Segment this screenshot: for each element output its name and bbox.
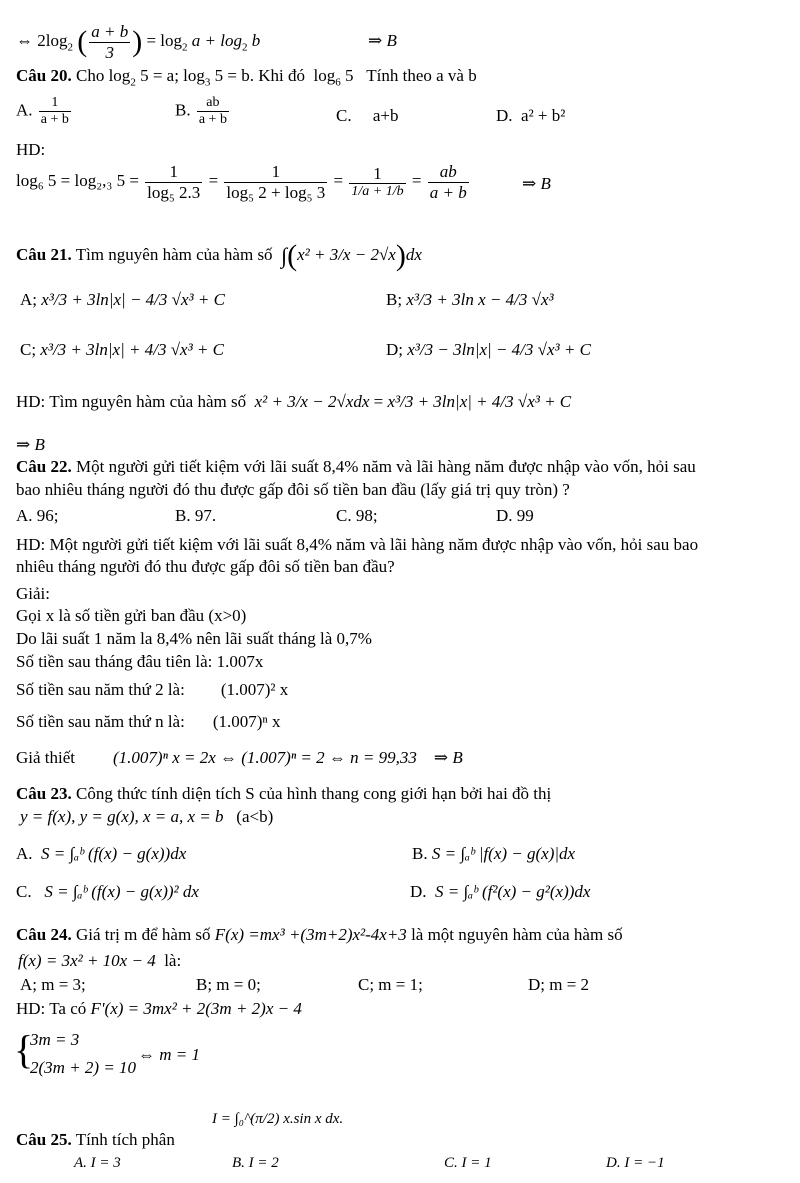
q24-sys-result: ⇔ m = 1 (138, 1045, 200, 1064)
q21-hd-result: x³/3 + 3ln|x| + 4/3 √x³ + C (387, 392, 572, 411)
q22-stem-1 (16, 457, 696, 477)
q23-cond2: (a<b) (236, 807, 274, 826)
top-rhs-base: 2 (182, 41, 188, 54)
q20-sol-f2-num: 1 (224, 162, 327, 183)
q22-stem-2: bao nhiêu tháng người đó thu được gấp đôi số tiền ban đầu (lấy giá trị quy tròn) ? (16, 480, 570, 499)
q23-c-label: C. (16, 882, 32, 901)
q21-hd-text: HD: Tìm nguyên hàm của hàm số (16, 392, 247, 411)
q24-stem (16, 925, 623, 945)
q20-solution (16, 162, 471, 202)
q20-sol-f2-den: log₅ 2 + log₅ 3 (226, 182, 326, 202)
q22-answer: ⇒ B (433, 748, 463, 767)
top-base: 2 (67, 41, 73, 54)
q20-c-val: a+b (372, 106, 399, 125)
q21-a-label: A; (20, 290, 37, 309)
q22-hd-1: HD: Một người gửi tiết kiệm với lãi suất 8,4% năm và lãi hàng năm được nhập vào vốn, hỏi sau bao (16, 535, 699, 554)
q22-s4-text: Số tiền sau năm thứ 2 là: (16, 680, 185, 699)
q23-c-expr: S = ∫ₐᵇ (f(x) − g(x))² dx (44, 882, 199, 901)
top-lhs: ⇔ 2log (16, 30, 68, 50)
q20-sol-f1 (145, 162, 202, 202)
q24-f (18, 951, 181, 971)
q20-sol-f3-b: 1 (385, 184, 393, 200)
q21-answer: ⇒ B (16, 435, 45, 454)
q20-a-den: a + b (40, 112, 69, 128)
q20-b1: 2 (130, 76, 136, 89)
q23-option-b (412, 844, 575, 864)
q21-d-expr: x³/3 − 3ln|x| − 4/3 √x³ + C (407, 340, 591, 359)
q21-option-c (20, 340, 224, 360)
q22-option-c: C. 98; (336, 506, 378, 525)
q22-step-1: Gọi x là số tiền gửi ban đầu (x>0) (16, 606, 247, 625)
q21-hd-dx: dx (353, 392, 370, 411)
q21-dx: dx (405, 244, 422, 264)
q23-a-label: A. (16, 844, 33, 863)
q20-e2: 5 = b (210, 66, 250, 85)
q20-text2: . Khi đó (249, 66, 305, 85)
q24-option-c: C; m = 1; (358, 975, 423, 994)
q23-label: Câu 23. (16, 784, 72, 803)
top-den: 3 (105, 42, 114, 62)
q20-sol-f1-num: 1 (145, 162, 202, 183)
q22-step-2: Do lãi suất 1 năm la 8,4% nên lãi suất tháng là 0,7% (16, 629, 372, 648)
top-num: a + b (91, 22, 129, 41)
q20-answer: ⇒ B (522, 174, 551, 193)
q23-text: Công thức tính diện tích S của hình thang cong giới hạn bởi hai đồ thị (75, 784, 552, 803)
q22-s5-val: (1.007)ⁿ x (212, 712, 281, 731)
q24-option-b: B; m = 0; (196, 975, 261, 994)
q22-text1: Một người gửi tiết kiệm với lãi suất 8,4% năm và lãi hàng năm được nhập vào vốn, hỏi sau (75, 457, 696, 476)
top-answer: ⇒ B (368, 31, 397, 50)
q21-c-label: C; (20, 340, 37, 359)
q22-s6-val: (1.007)ⁿ x = 2x ⇔ (1.007)ⁿ = 2 ⇔ n = 99,33 (113, 748, 417, 767)
q24-hd (16, 999, 302, 1019)
q21-stem: Câu 21. Tìm nguyên hàm của hàm số ∫(x² + 3/x − 2√x)dx (16, 239, 422, 272)
q21-option-b (386, 290, 554, 310)
q20-hd: HD: (16, 140, 46, 159)
top-rhs-end: b (251, 30, 261, 50)
q21-integrand: x² + 3/x − 2√x (297, 244, 396, 264)
q24-f-expr: f(x) = 3x² + 10x − 4 (18, 951, 156, 970)
q20-d-label: D. (496, 106, 513, 125)
q22-step-3 (16, 652, 263, 672)
q20-d-val: a² + b² (521, 106, 566, 125)
q22-giai: Giải: (16, 584, 50, 603)
q25-option-d: D. I = −1 (606, 1155, 665, 1171)
q20-text3: Tính theo a và b (366, 66, 477, 85)
q20-sol-f4-num: ab (428, 162, 469, 183)
q25-integral: I = ∫₀^(π/2) x.sin x dx. (212, 1111, 344, 1127)
q20-option-a (16, 95, 73, 128)
q23-stem (16, 784, 551, 804)
q25-option-a: A. I = 3 (74, 1155, 121, 1171)
q20-a-frac (39, 95, 71, 128)
q25-option-b: B. I = 2 (232, 1155, 279, 1171)
q24-la: là: (164, 951, 182, 970)
q21-c-expr: x³/3 + 3ln|x| + 4/3 √x³ + C (40, 340, 224, 359)
q22-step-5 (16, 712, 281, 732)
q20-option-c (336, 106, 398, 126)
q22-hd-2: nhiêu tháng người đó thu được gấp đôi số tiền ban đầu? (16, 557, 395, 576)
q21-hd-integrand: x² + 3/x − 2√x (254, 392, 354, 411)
q21-label: Câu 21. (16, 244, 72, 264)
q22-step-4 (16, 680, 288, 700)
q24-deriv: F'(x) = 3mx² + 2(3m + 2)x − 4 (90, 999, 302, 1018)
q25-option-c: C. I = 1 (444, 1155, 492, 1171)
q23-option-a (16, 844, 186, 864)
q22-option-d: D. 99 (496, 506, 534, 525)
q21-option-a (20, 290, 225, 310)
q20-option-d (496, 106, 565, 126)
q23-option-d (410, 882, 590, 902)
q23-b-expr: S = ∫ₐᵇ |f(x) − g(x)|dx (431, 844, 576, 863)
q21-b-expr: x³/3 + 3ln x − 4/3 √x³ (406, 290, 554, 309)
top-equation: ⇔ $2\log_2$ ( $\frac{a + b}{3}$ ) = $\log_2 a + \log_2 b$ (16, 22, 261, 62)
q20-sol-f3: $\frac{1}{1/a + 1/b}$ (351, 163, 404, 200)
q24-label: Câu 24. (16, 925, 72, 944)
q25-text: Tính tích phân (75, 1130, 175, 1149)
q21-d-label: D; (386, 340, 403, 359)
q20-sol-f4-den: a + b (429, 182, 467, 202)
q20-sol-f4 (428, 162, 469, 202)
q24-text1: Giá trị m để hàm số (75, 925, 211, 944)
q23-cond (20, 807, 273, 827)
q22-option-a: A. 96; (16, 506, 59, 525)
q20-sol-f2 (224, 162, 327, 202)
q22-s6-text: Giả thiết (16, 748, 76, 767)
q20-expr2: log (313, 66, 336, 85)
q20-label: Câu 20. (16, 66, 72, 85)
q20-expr: log (108, 66, 131, 85)
q24-option-a: A; m = 3; (20, 975, 86, 994)
q24-option-d: D; m = 2 (528, 975, 590, 994)
q23-cond-expr: y = f(x), y = g(x), x = a, x = b (20, 807, 224, 826)
top-fraction (89, 22, 130, 62)
q20-b-den: a + b (198, 112, 227, 128)
q24-hd-text: HD: Ta có (16, 999, 87, 1018)
q21-b-label: B; (386, 290, 403, 309)
q22-s4-val: (1.007)² x (220, 680, 289, 699)
q20-eq2: = (333, 170, 344, 190)
q24-sys-2: 2(3m + 2) = 10 (30, 1058, 137, 1077)
q24-sys-1: 3m = 3 (30, 1030, 80, 1049)
q22-s3-text: Số tiền sau tháng đâu tiên là: (16, 652, 213, 671)
q20-c-label: C. (336, 106, 352, 125)
q20-sol-lhs: log₆ 5 = log₂,₃ 5 = (16, 170, 139, 190)
q22-option-b: B. 97. (175, 506, 217, 525)
q23-a-expr: S = ∫ₐᵇ (f(x) − g(x))dx (41, 844, 187, 863)
q20-b-label: B. (175, 100, 191, 120)
q20-a-label: A. (16, 100, 33, 120)
q23-option-c (16, 882, 199, 902)
q20-b3: 6 (335, 76, 341, 89)
q20-e3: 5 (340, 66, 354, 85)
q24-func: F(x) =mx³ +(3m+2)x²-4x+3 (214, 925, 407, 944)
top-rhs-rest: a + log (191, 30, 242, 50)
q24-system-brace: { (14, 1027, 34, 1072)
q21-a-expr: x³/3 + 3ln|x| − 4/3 √x³ + C (41, 290, 225, 309)
q22-step-6 (16, 748, 463, 768)
q20-a-num: 1 (39, 95, 71, 112)
q22-label: Câu 22. (16, 457, 72, 476)
q20-eq1: = (208, 170, 219, 190)
q20-b2: 3 (204, 76, 211, 89)
q25-stem (16, 1130, 175, 1150)
q20-option-b (175, 95, 231, 128)
q23-d-label: D. (410, 882, 427, 901)
q21-hd: HD: Tìm nguyên hàm của hàm số x² + 3/x − 2√xdx = x³/3 + 3ln|x| + 4/3 √x³ + C (16, 392, 572, 411)
q25-label: Câu 25. (16, 1130, 72, 1149)
q20-sol-f1-den: log₅ 2.3 (147, 182, 201, 202)
q20-e1: 5 = a; log (135, 66, 205, 85)
q20-b-frac (197, 95, 229, 128)
q20-sol-f3-num: 1 (349, 164, 405, 185)
top-rhs: = log (146, 30, 183, 50)
q20-b-num: ab (197, 95, 229, 112)
q22-s5-text: Số tiền sau năm thứ n là: (16, 712, 185, 731)
q20-text1: Cho (75, 66, 105, 85)
q22-s3-val: 1.007x (216, 652, 264, 671)
q23-b-label: B. (412, 844, 428, 863)
top-rhs-base2: 2 (241, 41, 248, 54)
q21-option-d (386, 340, 591, 360)
q21-text: Tìm nguyên hàm của hàm số (75, 244, 273, 264)
q20-sol-f3-a: 1 (351, 184, 359, 200)
q23-d-expr: S = ∫ₐᵇ (f²(x) − g²(x))dx (435, 882, 591, 901)
q24-text2: là một nguyên hàm của hàm số (411, 925, 623, 944)
q20-eq3: = (411, 170, 422, 190)
q20-stem (16, 66, 477, 89)
